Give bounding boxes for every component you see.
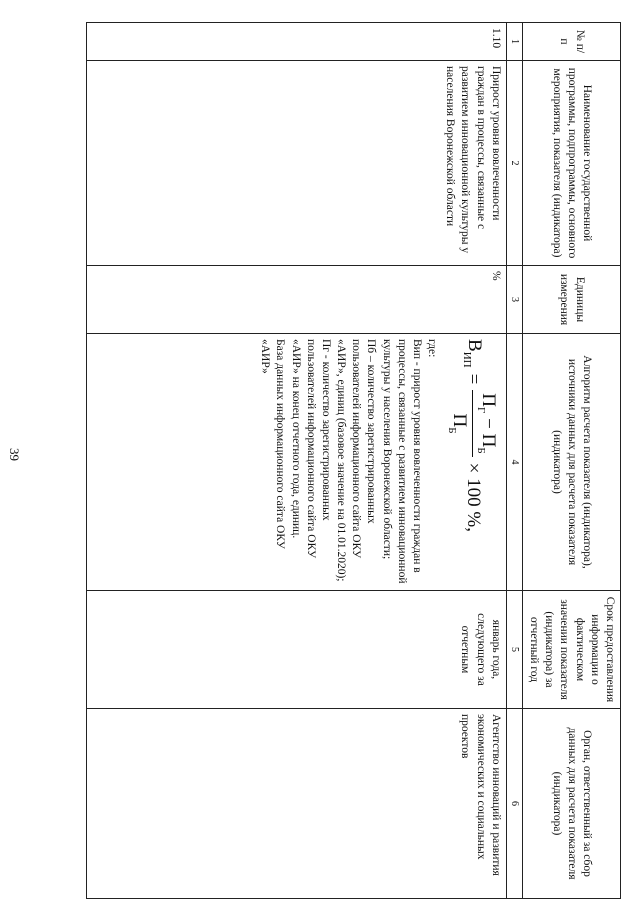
data-source: База данных информационного сайта ОКУ «АИР» [259, 339, 287, 549]
table-row [86, 23, 506, 899]
responsible-organ: Агентство инноваций и развития экономических и социальных проектов [86, 709, 506, 899]
column-number-4: 4 [506, 334, 522, 591]
header-algorithm: Алгоритм расчета показателя (индикатора), источники данных для расчета показателя (индикатора) [522, 334, 620, 591]
page-number: 39 [7, 448, 22, 461]
header-organ: Орган, ответственный за сбор данных для расчета показателя (индикатора) [522, 709, 620, 899]
formula-multiplier: × 100 %, [462, 462, 484, 532]
indicator-algorithm [86, 334, 506, 591]
column-number-1: 1 [506, 23, 522, 61]
header-number: № п/п [522, 23, 620, 61]
indicator-deadline: январь года, следующего за отчетным [86, 591, 506, 709]
formula-numerator: $П_Г - П_Б$ [472, 390, 500, 456]
explanation-pb: Пб – количество зарегистрированных пользователей информационного сайта ОКУ «АИР», единиц (базовое значение на 01.01.2020); [335, 339, 378, 582]
header-unit: Единицы измерения [522, 266, 620, 334]
rotated-table-container [59, 22, 621, 898]
formula-where: где: [426, 339, 439, 358]
formula [445, 339, 501, 585]
header-deadline: Срок предоставления информации о фактическом значении показателя (индикатора) за отчетный год [522, 591, 620, 709]
indicator-name: Прирост уровня вовлеченности граждан в процессы, связанные с развитием инновационной культуры у населения Воронежской области [86, 61, 506, 266]
column-number-6: 6 [506, 709, 522, 899]
header-name: Наименование государственной программы, подпрограммы, основного мероприятия, показателя (индикатора) [522, 61, 620, 266]
column-number-5: 5 [506, 591, 522, 709]
formula-denominator: $П_Б$ [446, 413, 471, 434]
row-number: 1.10 [86, 23, 506, 61]
indicator-unit: % [86, 266, 506, 334]
explanation-vip: Вип - прирост уровня вовлеченности граждан в процессы, связанные с развитием инновационной культуры у населения Воронежской области; [380, 339, 423, 584]
indicator-table [86, 22, 621, 899]
formula-equals: = [462, 373, 484, 385]
formula-lhs: $В_{ИП}$ [460, 339, 485, 368]
column-number-2: 2 [506, 61, 522, 266]
explanation-pg: Пг - количество зарегистрированных пользователей информационного сайта ОКУ «АИР» на конец отчетного года, единиц. [289, 339, 332, 559]
column-number-3: 3 [506, 266, 522, 334]
formula-fraction [445, 390, 501, 456]
